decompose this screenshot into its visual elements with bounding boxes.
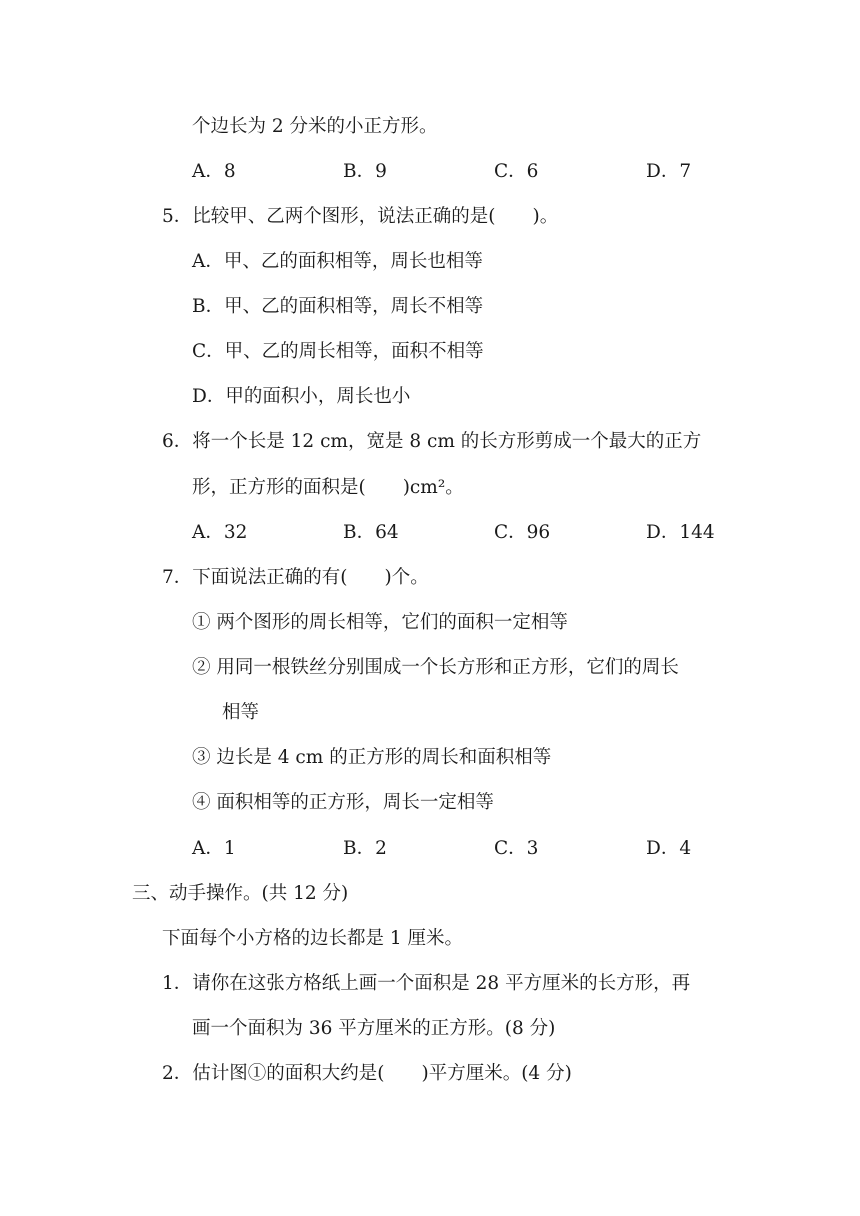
q7-statement-1: ① 两个图形的周长相等，它们的面积一定相等: [192, 612, 568, 633]
q6-option-c: C．96: [494, 522, 551, 543]
q4-continuation: 个边长为 2 分米的小正方形。: [192, 116, 438, 137]
q7-option-b: B．2: [343, 838, 387, 859]
section3-q2: 2．估计图①的面积大约是( )平方厘米。(4 分): [162, 1063, 572, 1084]
q6-stem-line1: 6．将一个长是 12 cm，宽是 8 cm 的长方形剪成一个最大的正方: [162, 431, 702, 452]
q6-option-a: A．32: [192, 522, 248, 543]
q6-option-d: D．144: [646, 522, 715, 543]
q5-option-c: C．甲、乙的周长相等，面积不相等: [192, 341, 484, 362]
q4-option-d: D．7: [646, 161, 692, 182]
section3-q1-line2: 画一个面积为 36 平方厘米的正方形。(8 分): [192, 1018, 556, 1039]
section3-heading: 三、动手操作。(共 12 分): [132, 883, 349, 904]
q7-statement-4: ④ 面积相等的正方形，周长一定相等: [192, 792, 494, 813]
q7-option-c: C．3: [494, 838, 539, 859]
section3-intro: 下面每个小方格的边长都是 1 厘米。: [162, 928, 464, 949]
q4-option-b: B．9: [343, 161, 387, 182]
q5-option-b: B．甲、乙的面积相等，周长不相等: [192, 296, 484, 317]
q4-option-a: A．8: [192, 161, 236, 182]
q6-stem-line2: 形，正方形的面积是( )cm²。: [192, 477, 464, 498]
q7-statement-2-cont: 相等: [222, 702, 260, 723]
q4-option-c: C．6: [494, 161, 539, 182]
q7-option-a: A．1: [192, 838, 236, 859]
q5-option-a: A．甲、乙的面积相等，周长也相等: [192, 251, 483, 272]
q7-statement-2: ② 用同一根铁丝分别围成一个长方形和正方形，它们的周长: [192, 657, 679, 678]
q6-option-b: B．64: [343, 522, 399, 543]
section3-q1-line1: 1．请你在这张方格纸上画一个面积是 28 平方厘米的长方形，再: [162, 973, 691, 994]
q5-stem: 5．比较甲、乙两个图形，说法正确的是( )。: [162, 206, 559, 227]
q5-option-d: D．甲的面积小，周长也小: [192, 386, 411, 407]
q7-statement-3: ③ 边长是 4 cm 的正方形的周长和面积相等: [192, 747, 552, 768]
q7-option-d: D．4: [646, 838, 692, 859]
q7-stem: 7．下面说法正确的有( )个。: [162, 567, 429, 588]
